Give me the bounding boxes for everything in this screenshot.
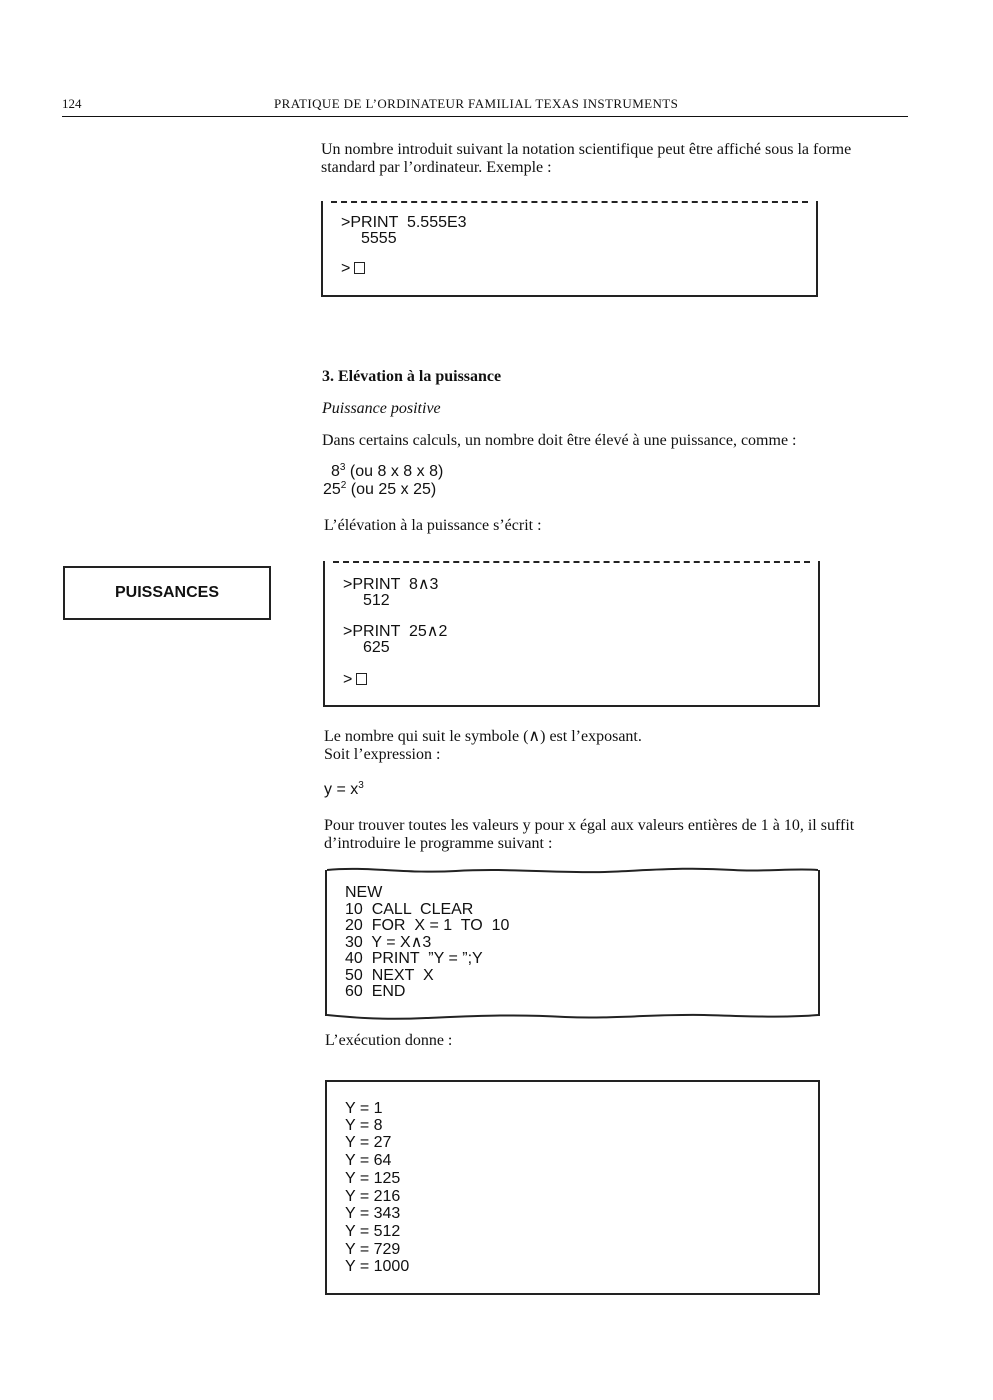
section-heading: 3. Elévation à la puissance <box>322 368 502 385</box>
output-line: Y = 729 <box>345 1240 401 1258</box>
formula-base: y = x <box>324 781 359 798</box>
output-line: Y = 27 <box>345 1134 392 1152</box>
output-line: Y = 343 <box>345 1205 401 1223</box>
running-title: PRATIQUE DE L’ORDINATEUR FAMILIAL TEXAS INSTRUMENTS <box>274 96 679 111</box>
screen2-line-3: >PRINT 25∧2 <box>343 623 448 640</box>
screen2-line-4: 625 <box>363 639 390 656</box>
formula-y-equals-x-cubed <box>324 781 364 798</box>
intro-line-2: standard par l’ordinateur. Exemple : <box>321 159 552 176</box>
page-number: 124 <box>62 96 82 111</box>
execution-output-box <box>325 1080 820 1295</box>
program-line: 50 NEXT X <box>345 966 434 984</box>
side-label-box: PUISSANCES <box>63 566 271 620</box>
prompt-symbol: > <box>343 671 353 688</box>
screen2-line-2: 512 <box>363 592 390 609</box>
torn-edge-bottom <box>327 1010 818 1022</box>
program-listing-box <box>325 870 820 1016</box>
output-line: Y = 1 <box>345 1100 383 1117</box>
program-line: 40 PRINT ”Y = ”;Y <box>345 950 483 967</box>
screen1-prompt-line: >PRINT 5.555E3 <box>341 214 467 231</box>
example-base: 25 <box>323 481 341 498</box>
cursor-icon <box>356 673 367 685</box>
page-header <box>62 96 908 117</box>
example-expansion: (ou 8 x 8 x 8) <box>345 463 444 480</box>
example-exponent: 2 <box>340 480 347 491</box>
intro-line-1: Un nombre introduit suivant la notation scientifique peut être affiché sous la forme <box>321 141 852 158</box>
explain-line-1: Le nombre qui suit le symbole (∧) est l’exposant. <box>324 728 642 745</box>
screen-top-dashes <box>331 201 808 203</box>
notation-intro: L’élévation à la puissance s’écrit : <box>324 517 542 534</box>
program-line: NEW <box>345 884 383 901</box>
screen-example-scientific <box>321 201 818 297</box>
output-line: Y = 64 <box>345 1152 392 1170</box>
screen2-line-1: >PRINT 8∧3 <box>343 576 439 593</box>
program-line: 60 END <box>345 983 406 1000</box>
example-8-cubed <box>331 463 443 480</box>
execution-label: L’exécution donne : <box>325 1032 453 1049</box>
cursor-icon <box>354 262 365 274</box>
example-25-squared <box>323 481 436 498</box>
section-text: Dans certains calculs, un nombre doit être élevé à une puissance, comme : <box>322 432 797 449</box>
explain-line-3: Pour trouver toutes les valeurs y pour x égal aux valeurs entières de 1 à 10, il suffit <box>324 817 855 834</box>
example-expansion: (ou 25 x 25) <box>346 481 437 498</box>
torn-edge-top <box>327 864 818 876</box>
screen-power-examples <box>323 561 820 707</box>
screen1-output-line: 5555 <box>361 230 397 247</box>
output-line: Y = 125 <box>345 1169 401 1187</box>
output-line: Y = 512 <box>345 1222 401 1240</box>
output-line: Y = 1000 <box>345 1258 410 1276</box>
example-base: 8 <box>331 463 340 480</box>
formula-exponent: 3 <box>358 780 364 791</box>
screen1-cursor-line <box>341 260 365 278</box>
screen-top-dashes <box>333 561 810 563</box>
explain-line-4: d’introduire le programme suivant : <box>324 835 553 852</box>
program-line: 30 Y = X∧3 <box>345 933 432 951</box>
program-line: 10 CALL CLEAR <box>345 900 474 918</box>
prompt-symbol: > <box>341 260 351 277</box>
output-line: Y = 216 <box>345 1187 401 1205</box>
program-line: 20 FOR X = 1 TO 10 <box>345 917 510 934</box>
output-line: Y = 8 <box>345 1116 383 1134</box>
screen2-cursor-line <box>343 671 367 689</box>
explain-line-2: Soit l’expression : <box>324 746 441 763</box>
example-exponent: 3 <box>339 462 346 473</box>
section-subheading: Puissance positive <box>322 400 441 417</box>
